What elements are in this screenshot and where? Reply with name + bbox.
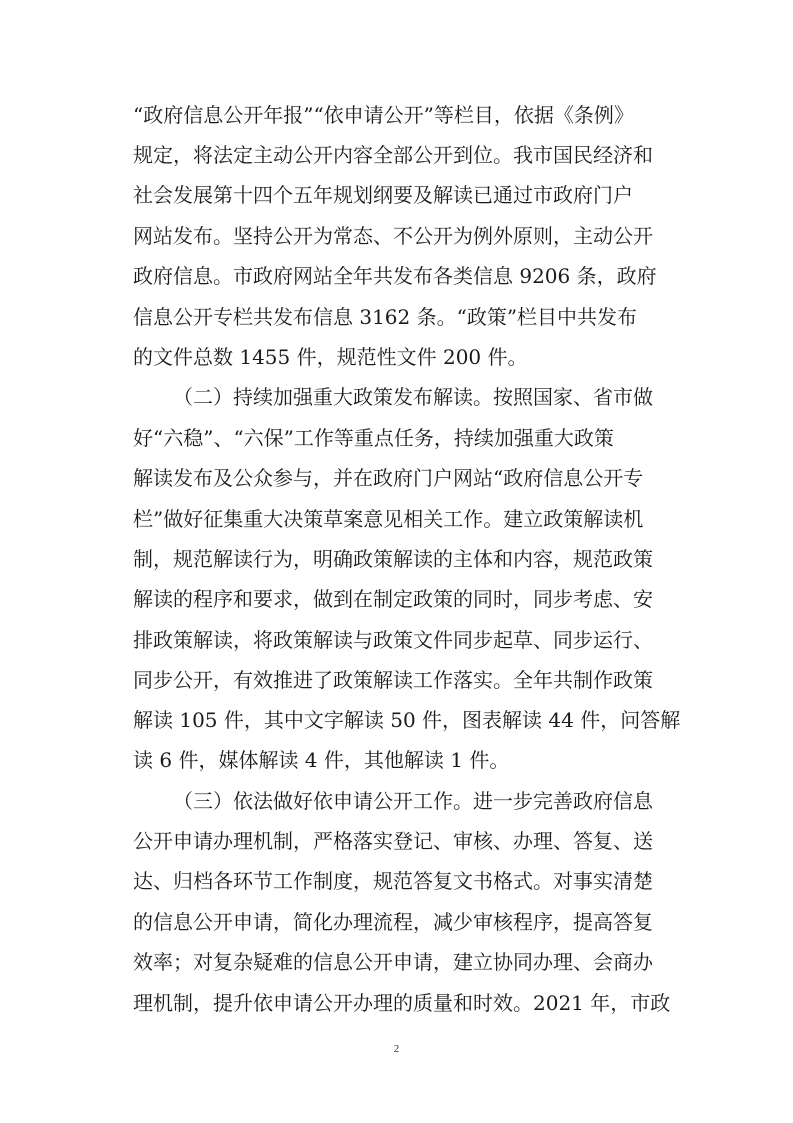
text-line: 信息公开专栏共发布信息 3162 条。“政策”栏目中共发布 bbox=[133, 305, 638, 329]
text-line: 读 6 件，媒体解读 4 件，其他解读 1 件。 bbox=[133, 748, 510, 772]
text-line: 达、归档各环节工作制度，规范答复文书格式。对事实清楚 bbox=[133, 869, 653, 893]
text-line: 同步公开，有效推进了政策解读工作落实。全年共制作政策 bbox=[133, 668, 653, 692]
section-heading-line: （二）持续加强重大政策发布解读。按照国家、省市做 bbox=[173, 385, 653, 409]
text-line: 网站发布。坚持公开为常态、不公开为例外原则，主动公开 bbox=[133, 224, 653, 248]
text-line: 解读的程序和要求，做到在制定政策的同时，同步考虑、安 bbox=[133, 587, 653, 611]
text-line: 排政策解读，将政策解读与政策文件同步起草、同步运行、 bbox=[133, 628, 653, 652]
text-line: 效率；对复杂疑难的信息公开申请，建立协同办理、会商办 bbox=[133, 950, 653, 974]
text-line: 的文件总数 1455 件，规范性文件 200 件。 bbox=[133, 345, 528, 369]
text-line: 的信息公开申请，简化办理流程，减少审核程序，提高答复 bbox=[133, 910, 653, 934]
text-line: 解读发布及公众参与，并在政府门户网站“政府信息公开专 bbox=[133, 466, 644, 490]
page-number: 2 bbox=[393, 1043, 400, 1055]
text-line: 好“六稳”、“六保”工作等重点任务，持续加强重大政策 bbox=[133, 426, 614, 450]
text-line: 公开申请办理机制，严格落实登记、审核、办理、答复、送 bbox=[133, 829, 653, 853]
text-line: 社会发展第十四个五年规划纲要及解读已通过市政府门户 bbox=[133, 183, 633, 207]
text-line: “政府信息公开年报”“依申请公开”等栏目，依据《条例》 bbox=[133, 103, 634, 127]
text-line: 政府信息。市政府网站全年共发布各类信息 9206 条，政府 bbox=[133, 264, 657, 288]
text-line: 理机制，提升依申请公开办理的质量和时效。2021 年，市政 bbox=[133, 991, 671, 1015]
text-line: 解读 105 件，其中文字解读 50 件，图表解读 44 件，问答解 bbox=[133, 708, 681, 732]
text-line: 制，规范解读行为，明确政策解读的主体和内容，规范政策 bbox=[133, 547, 653, 571]
text-line: 栏”做好征集重大决策草案意见相关工作。建立政策解读机 bbox=[133, 507, 644, 531]
text-line: 规定，将法定主动公开内容全部公开到位。我市国民经济和 bbox=[133, 143, 653, 167]
section-heading-line: （三）依法做好依申请公开工作。进一步完善政府信息 bbox=[173, 789, 653, 813]
